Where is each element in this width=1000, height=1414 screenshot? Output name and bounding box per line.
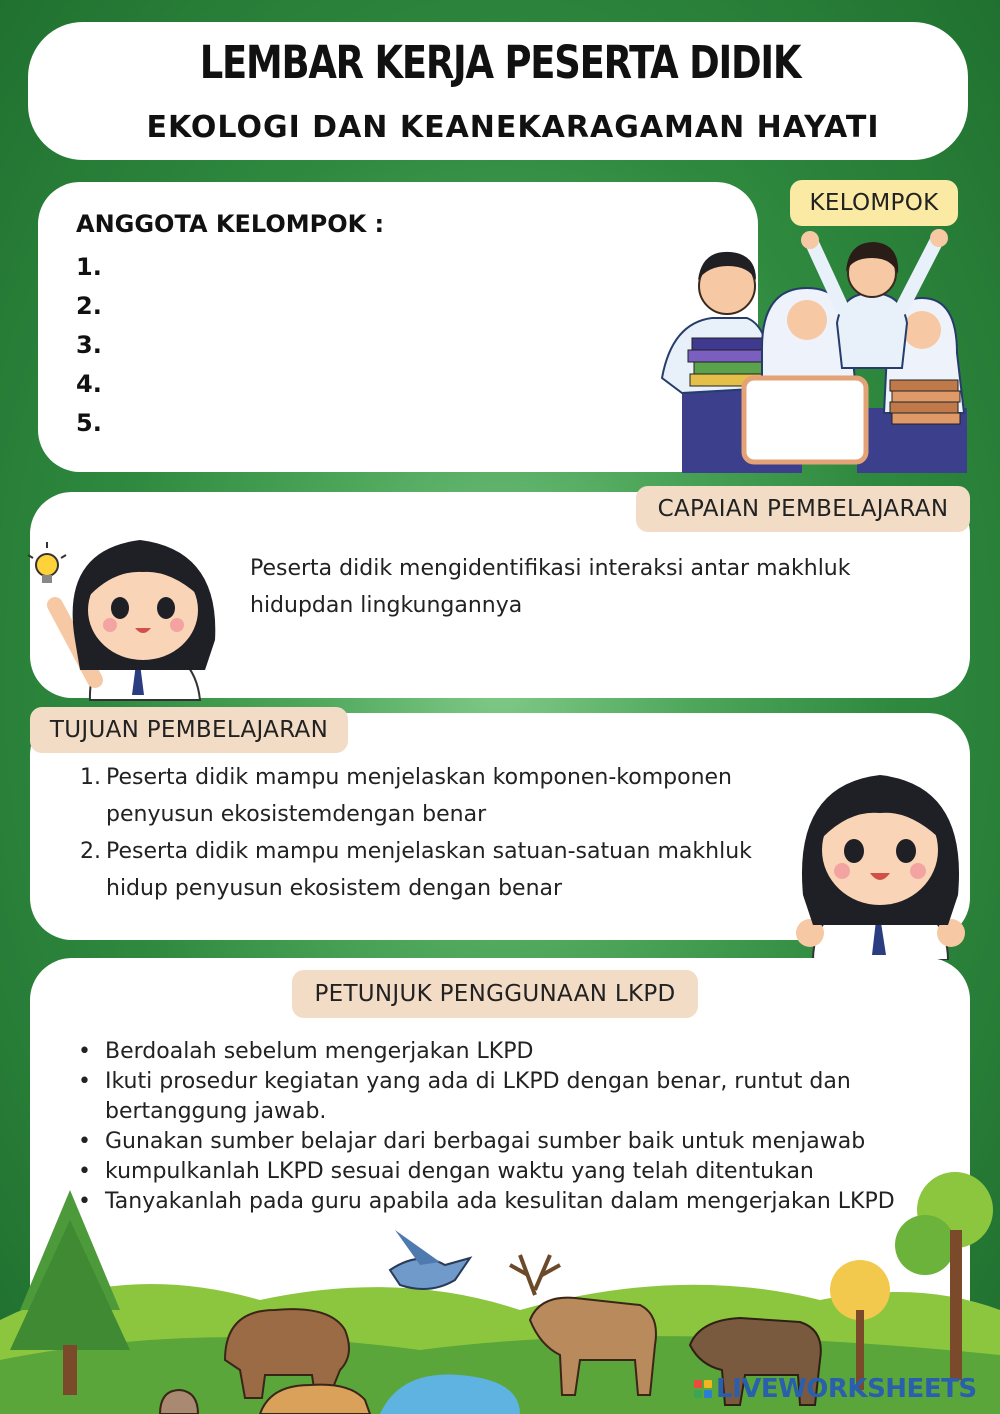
petunjuk-item-text: Tanyakanlah pada guru apabila ada kesulitan dalam mengerjakan LKPD [105,1189,895,1214]
group-tag: KELOMPOK [790,180,958,226]
tujuan-item-text: Peserta didik mampu menjelaskan satuan-satuan makhluk hidup penyusun ekosistem dengan benar [106,839,752,901]
liveworksheets-watermark [694,1374,977,1404]
bullet-icon: • [78,1069,91,1094]
capaian-tag: CAPAIAN PEMBELAJARAN [636,486,970,532]
tujuan-item-number: 2. [80,839,101,864]
member-slot-5: 5. [76,409,102,437]
member-slot-2: 2. [76,292,102,320]
student-girl-cheer-illustration [788,755,973,960]
member-slot-3: 3. [76,331,102,359]
petunjuk-item-text: Gunakan sumber belajar dari berbagai sumber baik untuk menjawab [105,1129,866,1154]
students-group-illustration [652,228,982,473]
tujuan-item-number: 1. [80,765,101,790]
members-heading: ANGGOTA KELOMPOK : [76,210,385,238]
member-slot-1: 1. [76,253,102,281]
page-title: LEMBAR KERJA PESERTA DIDIK [199,36,801,89]
bullet-icon: • [78,1189,91,1214]
watermark-text: LIVEWORKSHEETS [716,1374,977,1404]
page-subtitle: EKOLOGI DAN KEANEKARAGAMAN HAYATI [146,110,880,145]
bullet-icon: • [78,1159,91,1184]
petunjuk-item-text: Ikuti prosedur kegiatan yang ada di LKPD dengan benar, runtut dan bertanggung jawab. [105,1069,851,1124]
petunjuk-tag: PETUNJUK PENGGUNAAN LKPD [292,970,698,1018]
tujuan-tag: TUJUAN PEMBELAJARAN [30,707,348,753]
member-slot-4: 4. [76,370,102,398]
bullet-icon: • [78,1039,91,1064]
tujuan-item-text: Peserta didik mampu menjelaskan komponen-komponen penyusun ekosistemdengan benar [106,765,733,827]
student-girl-idea-illustration [20,510,235,705]
liveworksheets-logo-icon [694,1380,712,1398]
lightbulb-icon [28,542,66,583]
petunjuk-item-text: Berdoalah sebelum mengerjakan LKPD [105,1039,534,1064]
petunjuk-item-text: kumpulkanlah LKPD sesuai dengan waktu yang telah ditentukan [105,1159,814,1184]
bullet-icon: • [78,1129,91,1154]
capaian-text: Peserta didik mengidentifikasi interaksi antar makhluk hidupdan lingkungannya [250,556,851,618]
